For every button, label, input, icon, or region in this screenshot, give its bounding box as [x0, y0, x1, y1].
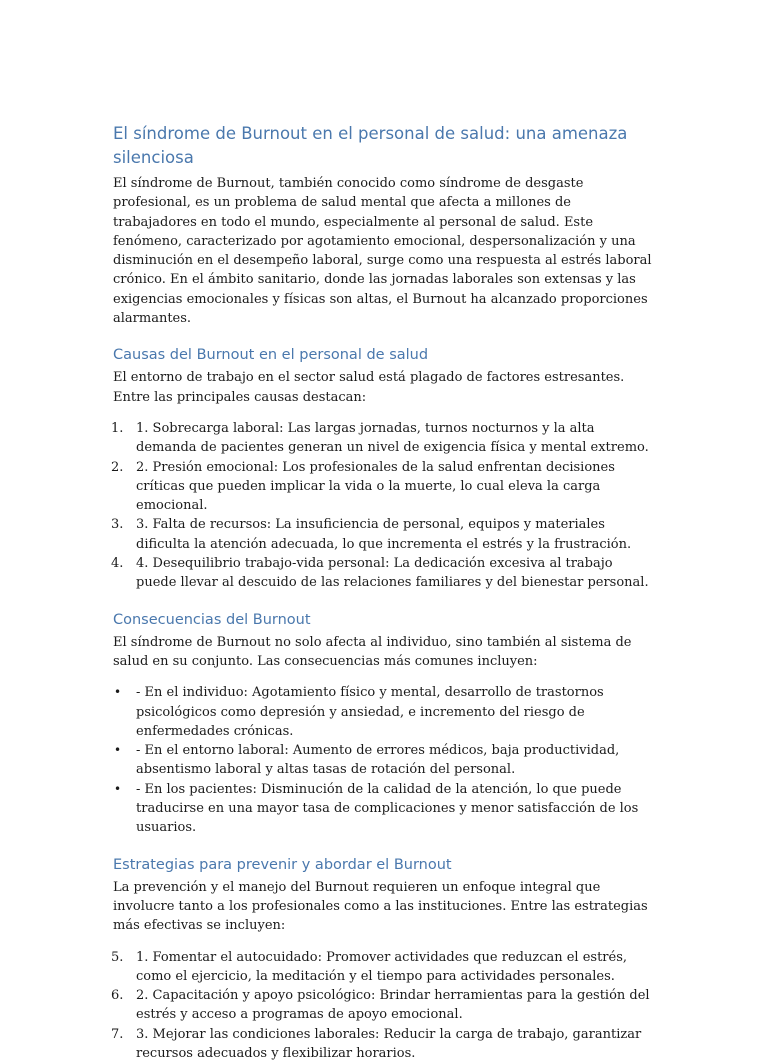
list-item-text: 3. Falta de recursos: La insuficiencia de personal, equipos y materiales dificulta la atención adecuada, lo que incrementa el estrés y la frustración. [136, 517, 631, 551]
list-item-text: 2. Capacitación y apoyo psicológico: Brindar herramientas para la gestión del estrés y acceso a programas de apoyo emocional. [136, 988, 650, 1022]
list-item [113, 1025, 653, 1063]
list-item [113, 948, 653, 987]
list-item [113, 780, 653, 838]
causes-intro: El entorno de trabajo en el sector salud está plagado de factores estresantes. Entre las principales causas destacan: [113, 368, 653, 407]
list-number: 5. [111, 948, 123, 967]
consequences-intro: El síndrome de Burnout no solo afecta al individuo, sino también al sistema de salud en su conjunto. Las consecuencias más comunes incluyen: [113, 633, 653, 672]
list-item-text: - En los pacientes: Disminución de la calidad de la atención, lo que puede traducirse en una mayor tasa de complicaciones y menor satisfacción de los usuarios. [136, 782, 638, 836]
document-title: El síndrome de Burnout en el personal de salud: una amenaza silenciosa [113, 122, 653, 170]
list-item-text: - En el individuo: Agotamiento físico y mental, desarrollo de trastornos psicológicos como depresión y ansiedad, e incremento del riesgo de enfermedades crónicas. [136, 685, 604, 739]
consequences-heading: Consecuencias del Burnout [113, 609, 653, 631]
causes-heading: Causas del Burnout en el personal de salud [113, 344, 653, 366]
list-item [113, 986, 653, 1025]
list-item-text: 4. Desequilibrio trabajo-vida personal: La dedicación excesiva al trabajo puede llevar al descuido de las relaciones familiares y del bienestar personal. [136, 556, 649, 590]
list-item [113, 741, 653, 780]
list-item-text: 3. Mejorar las condiciones laborales: Reducir la carga de trabajo, garantizar recursos adecuados y flexibilizar horarios. [136, 1027, 641, 1061]
list-item [113, 683, 653, 741]
list-item [113, 554, 653, 593]
list-item-text: 1. Fomentar el autocuidado: Promover actividades que reduzcan el estrés, como el ejercicio, la meditación y el tiempo para actividades personales. [136, 950, 627, 984]
bullet-icon: • [114, 780, 121, 799]
list-item-text: - En el entorno laboral: Aumento de errores médicos, baja productividad, absentismo laboral y altas tasas de rotación del personal. [136, 743, 619, 777]
list-item [113, 458, 653, 516]
list-item [113, 419, 653, 458]
list-number: 4. [111, 554, 123, 573]
list-item [113, 515, 653, 554]
list-number: 6. [111, 986, 123, 1005]
list-item-text: 2. Presión emocional: Los profesionales de la salud enfrentan decisiones críticas que pueden implicar la vida o la muerte, lo cual eleva la carga emocional. [136, 460, 615, 514]
bullet-icon: • [114, 741, 121, 760]
list-number: 3. [111, 515, 123, 534]
document-page [113, 122, 653, 1063]
list-number: 1. [111, 419, 123, 438]
list-number: 7. [111, 1025, 123, 1044]
bullet-icon: • [114, 683, 121, 702]
causes-list [113, 419, 653, 593]
consequences-list [113, 683, 653, 837]
strategies-list [113, 948, 653, 1063]
list-item-text: 1. Sobrecarga laboral: Las largas jornadas, turnos nocturnos y la alta demanda de pacientes generan un nivel de exigencia física y mental extremo. [136, 421, 649, 455]
strategies-intro: La prevención y el manejo del Burnout requieren un enfoque integral que involucre tanto a los profesionales como a las instituciones. Entre las estrategias más efectivas se incluyen: [113, 878, 653, 936]
intro-paragraph: El síndrome de Burnout, también conocido como síndrome de desgaste profesional, es un problema de salud mental que afecta a millones de trabajadores en todo el mundo, especialmente al personal de salud. Este fenómeno, caracterizado por agotamiento emocional, despersonalización y una disminución en el desempeño laboral, surge como una respuesta al estrés laboral crónico. En el ámbito sanitario, donde las jornadas laborales son extensas y las exigencias emocionales y físicas son altas, el Burnout ha alcanzado proporciones alarmantes. [113, 174, 653, 328]
strategies-heading: Estrategias para prevenir y abordar el Burnout [113, 854, 653, 876]
list-number: 2. [111, 458, 123, 477]
